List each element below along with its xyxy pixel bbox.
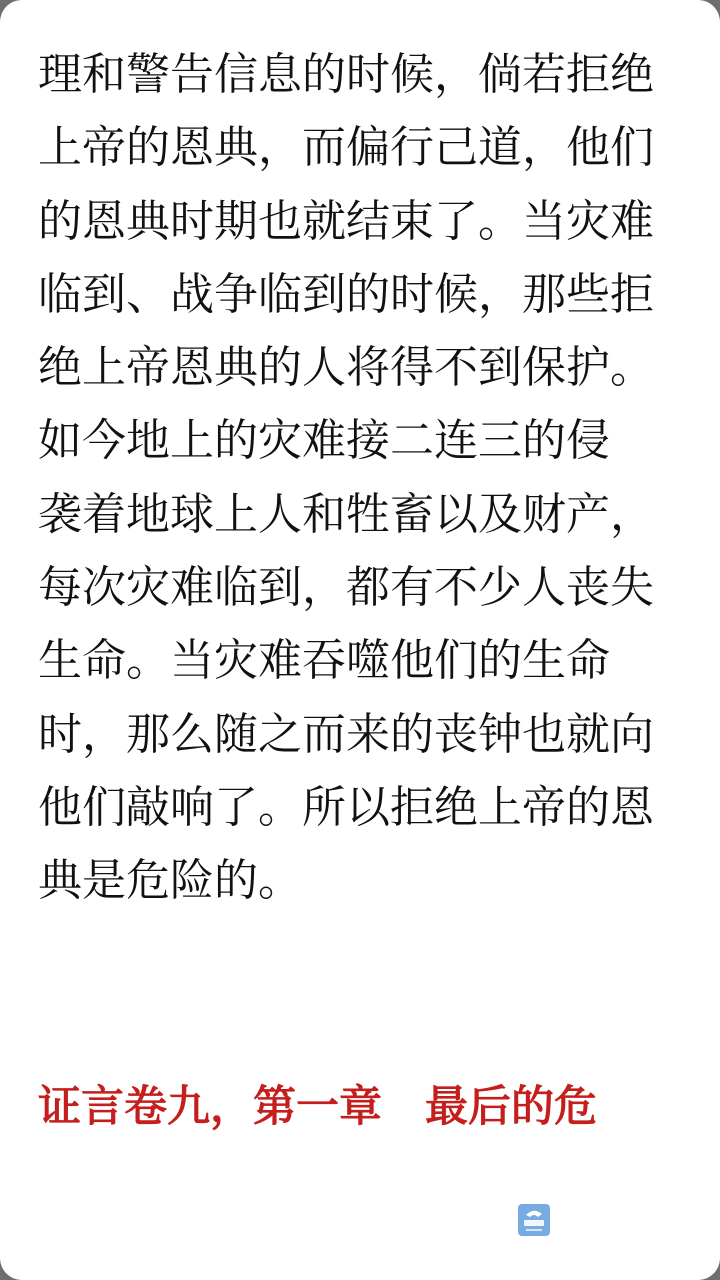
text-line: 每次灾难临到，都有不少人丧失	[38, 562, 654, 614]
body-text	[38, 38, 698, 918]
text-line: 袭着地球上人和牲畜以及财产，	[38, 488, 654, 540]
section-heading: 证言卷九，第一章 最后的危	[38, 1082, 597, 1132]
text-line: 他们敲响了。所以拒绝上帝的恩	[38, 781, 654, 833]
text-line: 生命。当灾难吞噬他们的生命	[38, 635, 610, 687]
text-line: 上帝的恩典，而偏行己道，他们	[38, 122, 654, 174]
text-line: 理和警告信息的时候，倘若拒绝	[38, 49, 654, 100]
text-line: 绝上帝恩典的人将得不到保护。	[38, 342, 654, 394]
text-line: 如今地上的灾难接二连三的侵	[38, 415, 610, 467]
text-line: 时，那么随之而来的丧钟也就向	[38, 708, 654, 760]
text-line: 临到、战争临到的时候，那些拒	[38, 268, 654, 320]
text-line: 的恩典时期也就结束了。当灾难	[38, 195, 654, 247]
text-line: 典是危险的。	[38, 855, 302, 907]
app-logo-icon	[517, 1203, 551, 1237]
